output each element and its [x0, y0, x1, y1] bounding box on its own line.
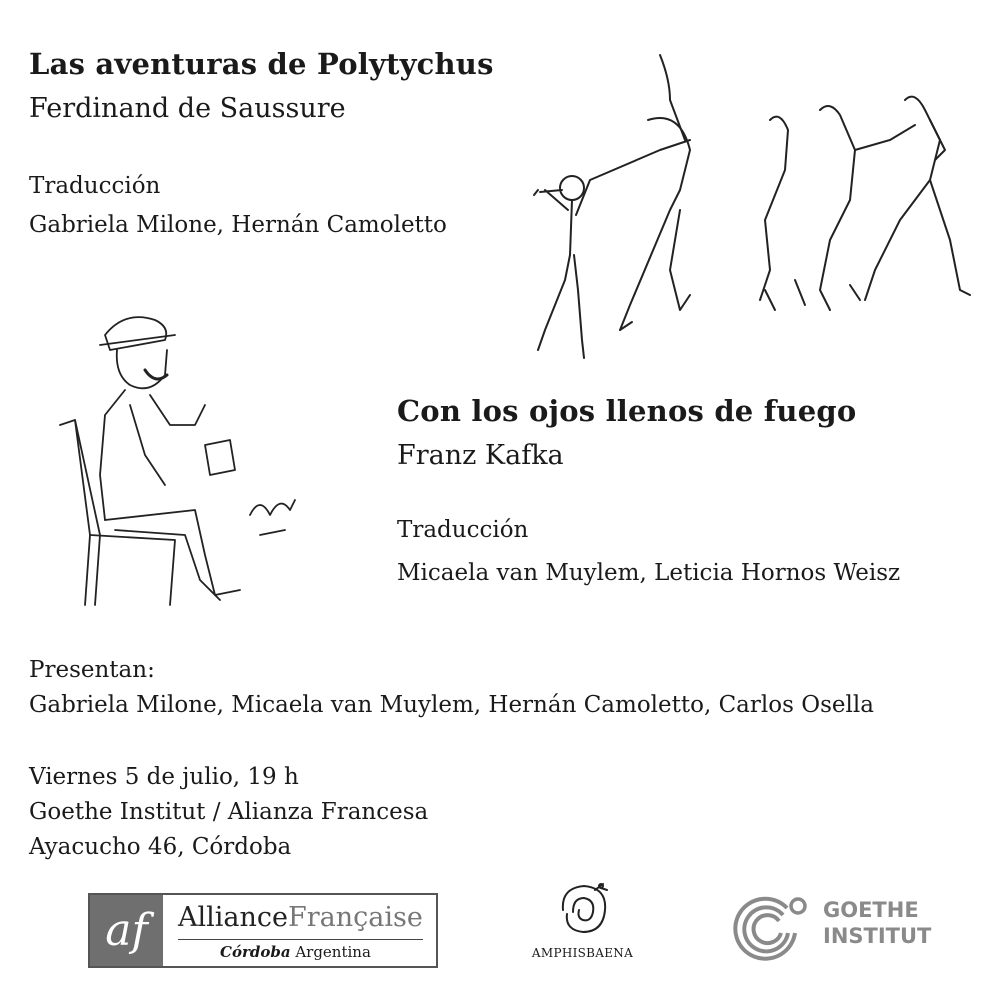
- goethe-arcs-icon: [733, 888, 813, 963]
- alliance-location: [220, 945, 371, 960]
- alliance-mark: af: [90, 895, 163, 966]
- alliance-name: [178, 904, 423, 931]
- amphisbaena-name: AMPHISBAENA: [531, 946, 634, 960]
- presenters-label: Presentan:: [29, 657, 155, 683]
- alliance-city: Córdoba: [220, 943, 291, 961]
- alliance-francaise-logo: [88, 893, 438, 968]
- presenters-names: Gabriela Milone, Micaela van Muylem, Hernán Camoletto, Carlos Osella: [29, 692, 874, 718]
- goethe-line2: INSTITUT: [823, 924, 932, 948]
- seated-man-drawing: [55, 305, 310, 615]
- event-venue: Goethe Institut / Alianza Francesa: [29, 799, 429, 825]
- alliance-name-part2: Française: [288, 902, 423, 933]
- book2-translators: Micaela van Muylem, Leticia Hornos Weisz: [397, 560, 901, 586]
- event-address: Ayacucho 46, Córdoba: [29, 834, 292, 860]
- amphisbaena-logo: [520, 880, 645, 965]
- book2-author: Franz Kafka: [397, 440, 564, 471]
- goethe-institut-logo: [733, 888, 933, 963]
- alliance-divider: [178, 939, 423, 940]
- amphisbaena-snake-icon: [555, 880, 613, 938]
- dancing-figures-drawing: [520, 40, 985, 360]
- goethe-line1: GOETHE: [823, 898, 919, 922]
- alliance-name-part1: Alliance: [178, 902, 288, 933]
- book1-translators: Gabriela Milone, Hernán Camoletto: [29, 212, 447, 238]
- event-date: Viernes 5 de julio, 19 h: [29, 764, 299, 790]
- book1-title: Las aventuras de Polytychus: [29, 47, 494, 81]
- book2-translation-label: Traducción: [397, 517, 529, 543]
- book1-translation-label: Traducción: [29, 173, 161, 199]
- book2-title: Con los ojos llenos de fuego: [397, 394, 857, 428]
- alliance-country: Argentina: [295, 943, 371, 961]
- book1-author: Ferdinand de Saussure: [29, 93, 346, 124]
